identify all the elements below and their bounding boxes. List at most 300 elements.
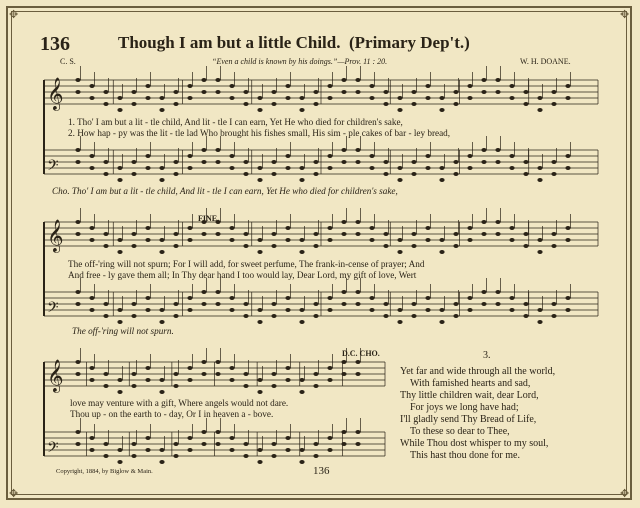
note-head bbox=[313, 442, 318, 446]
note-head bbox=[495, 160, 500, 164]
note-head bbox=[313, 302, 318, 306]
note-head bbox=[327, 308, 332, 312]
stanza3-line: While Thou dost whisper to my soul, bbox=[400, 438, 549, 449]
lyric-s2-chorus: The off-'ring will not spurn. bbox=[72, 326, 174, 336]
note-head bbox=[313, 102, 318, 106]
note-head bbox=[271, 454, 276, 458]
note-head bbox=[481, 148, 486, 152]
note-head bbox=[439, 250, 444, 254]
note-head bbox=[187, 238, 192, 242]
note-head bbox=[75, 372, 80, 376]
note-head bbox=[215, 90, 220, 94]
note-head bbox=[453, 302, 458, 306]
note-head bbox=[383, 160, 388, 164]
note-head bbox=[369, 226, 374, 230]
note-head bbox=[313, 454, 318, 458]
note-head bbox=[103, 172, 108, 176]
note-head bbox=[257, 178, 262, 182]
note-head bbox=[187, 296, 192, 300]
note-head bbox=[187, 366, 192, 370]
note-head bbox=[425, 226, 430, 230]
note-head bbox=[229, 84, 234, 88]
note-head bbox=[523, 160, 528, 164]
note-head bbox=[103, 384, 108, 388]
note-head bbox=[369, 308, 374, 312]
note-head bbox=[509, 296, 514, 300]
note-head bbox=[411, 160, 416, 164]
note-head bbox=[299, 308, 304, 312]
note-head bbox=[75, 290, 80, 294]
note-head bbox=[243, 160, 248, 164]
note-head bbox=[453, 232, 458, 236]
note-head bbox=[89, 308, 94, 312]
note-head bbox=[159, 390, 164, 394]
note-head bbox=[439, 178, 444, 182]
note-head bbox=[215, 372, 220, 376]
note-head bbox=[257, 390, 262, 394]
note-head bbox=[327, 238, 332, 242]
note-head bbox=[131, 442, 136, 446]
copyright-notice: Copyright, 1884, by Biglow & Main. bbox=[56, 468, 153, 475]
note-head bbox=[75, 160, 80, 164]
note-head bbox=[173, 442, 178, 446]
note-head bbox=[537, 96, 542, 100]
note-head bbox=[565, 226, 570, 230]
note-head bbox=[411, 232, 416, 236]
note-head bbox=[215, 148, 220, 152]
note-head bbox=[75, 148, 80, 152]
note-head bbox=[411, 172, 416, 176]
note-head bbox=[341, 148, 346, 152]
note-head bbox=[229, 436, 234, 440]
note-head bbox=[145, 238, 150, 242]
note-head bbox=[509, 166, 514, 170]
note-head bbox=[537, 178, 542, 182]
note-head bbox=[299, 96, 304, 100]
note-head bbox=[103, 314, 108, 318]
note-head bbox=[341, 360, 346, 364]
note-head bbox=[243, 172, 248, 176]
note-head bbox=[145, 166, 150, 170]
lyric-s2-verse1: The off-'ring will not spurn; For I will add, for sweet perfume, The frank-in-cense of prayer; And bbox=[68, 259, 425, 269]
note-head bbox=[103, 372, 108, 376]
note-head bbox=[145, 366, 150, 370]
note-head bbox=[187, 308, 192, 312]
note-head bbox=[425, 84, 430, 88]
note-head bbox=[285, 84, 290, 88]
note-head bbox=[495, 78, 500, 82]
note-head bbox=[243, 314, 248, 318]
note-head bbox=[271, 90, 276, 94]
note-head bbox=[89, 436, 94, 440]
note-head bbox=[75, 78, 80, 82]
note-head bbox=[103, 454, 108, 458]
note-head bbox=[173, 384, 178, 388]
note-head bbox=[411, 244, 416, 248]
note-head bbox=[453, 90, 458, 94]
note-head bbox=[75, 90, 80, 94]
note-head bbox=[467, 296, 472, 300]
note-head bbox=[243, 454, 248, 458]
note-head bbox=[355, 302, 360, 306]
note-head bbox=[495, 232, 500, 236]
note-head bbox=[215, 232, 220, 236]
note-head bbox=[299, 448, 304, 452]
note-head bbox=[397, 166, 402, 170]
note-head bbox=[369, 84, 374, 88]
note-head bbox=[131, 90, 136, 94]
note-head bbox=[215, 290, 220, 294]
note-head bbox=[201, 160, 206, 164]
note-head bbox=[397, 250, 402, 254]
note-head bbox=[341, 160, 346, 164]
composer-credit: W. H. DOANE. bbox=[520, 57, 571, 66]
note-head bbox=[313, 372, 318, 376]
note-head bbox=[117, 178, 122, 182]
note-head bbox=[285, 166, 290, 170]
note-head bbox=[397, 96, 402, 100]
stanza3-line: Thy little children wait, dear Lord, bbox=[400, 390, 539, 401]
note-head bbox=[285, 96, 290, 100]
note-head bbox=[257, 166, 262, 170]
note-head bbox=[327, 154, 332, 158]
note-head bbox=[187, 166, 192, 170]
note-head bbox=[453, 244, 458, 248]
note-head bbox=[341, 90, 346, 94]
note-head bbox=[299, 320, 304, 324]
note-head bbox=[187, 448, 192, 452]
note-head bbox=[187, 436, 192, 440]
note-head bbox=[271, 302, 276, 306]
note-head bbox=[495, 302, 500, 306]
note-head bbox=[383, 232, 388, 236]
note-head bbox=[551, 232, 556, 236]
note-head bbox=[103, 442, 108, 446]
note-head bbox=[117, 238, 122, 242]
hymn-title-text: Though I am but a little Child. bbox=[118, 33, 341, 52]
note-head bbox=[243, 372, 248, 376]
note-head bbox=[481, 232, 486, 236]
note-head bbox=[299, 460, 304, 464]
lyric-s1-verse2: 2. How hap - py was the lit - tle lad Who brought his fishes small, His sim - ple cakes of bar - ley bread, bbox=[68, 128, 451, 138]
note-head bbox=[523, 244, 528, 248]
note-head bbox=[313, 314, 318, 318]
note-head bbox=[89, 296, 94, 300]
note-head bbox=[229, 296, 234, 300]
note-head bbox=[439, 320, 444, 324]
clef-symbols bbox=[47, 77, 64, 460]
note-head bbox=[341, 220, 346, 224]
note-head bbox=[159, 320, 164, 324]
note-head bbox=[89, 378, 94, 382]
note-head bbox=[509, 154, 514, 158]
note-head bbox=[257, 448, 262, 452]
note-head bbox=[397, 108, 402, 112]
note-head bbox=[355, 220, 360, 224]
note-head bbox=[159, 96, 164, 100]
lyric-s1-verse1: 1. Tho' I am but a lit - tle child, And lit - tle I can earn, Yet He who died for children's sake, bbox=[68, 117, 403, 127]
note-head bbox=[509, 226, 514, 230]
note-head bbox=[243, 442, 248, 446]
note-head bbox=[201, 90, 206, 94]
note-head bbox=[551, 172, 556, 176]
note-head bbox=[299, 166, 304, 170]
note-head bbox=[285, 378, 290, 382]
note-head bbox=[495, 148, 500, 152]
note-head bbox=[103, 90, 108, 94]
note-head bbox=[299, 250, 304, 254]
treble-clef-icon: 𝄞 bbox=[47, 219, 64, 252]
note-head bbox=[187, 154, 192, 158]
note-head bbox=[425, 166, 430, 170]
note-head bbox=[131, 172, 136, 176]
note-head bbox=[229, 166, 234, 170]
note-head bbox=[89, 96, 94, 100]
note-head bbox=[145, 378, 150, 382]
note-head bbox=[509, 308, 514, 312]
note-head bbox=[341, 290, 346, 294]
note-head bbox=[201, 148, 206, 152]
note-head bbox=[243, 102, 248, 106]
note-head bbox=[355, 290, 360, 294]
note-head bbox=[397, 320, 402, 324]
note-head bbox=[355, 90, 360, 94]
note-head bbox=[299, 108, 304, 112]
note-head bbox=[215, 160, 220, 164]
note-head bbox=[89, 366, 94, 370]
note-head bbox=[565, 96, 570, 100]
note-head bbox=[481, 160, 486, 164]
note-head bbox=[145, 96, 150, 100]
note-head bbox=[467, 84, 472, 88]
note-head bbox=[453, 160, 458, 164]
note-head bbox=[313, 244, 318, 248]
note-head bbox=[257, 238, 262, 242]
note-head bbox=[523, 302, 528, 306]
note-head bbox=[215, 78, 220, 82]
note-head bbox=[215, 302, 220, 306]
note-head bbox=[383, 90, 388, 94]
note-head bbox=[201, 302, 206, 306]
note-head bbox=[257, 460, 262, 464]
note-head bbox=[369, 166, 374, 170]
note-head bbox=[243, 244, 248, 248]
stanza3-line: I'll gladly send Thy Bread of Life, bbox=[400, 414, 537, 425]
note-head bbox=[229, 238, 234, 242]
note-head bbox=[341, 232, 346, 236]
lyric-s2-verse2: And free - ly gave them all; In Thy dear hand I too would lay, Dear Lord, my gift of love, Wert bbox=[68, 270, 417, 280]
note-head bbox=[145, 154, 150, 158]
note-head bbox=[369, 296, 374, 300]
note-head bbox=[383, 314, 388, 318]
note-head bbox=[173, 454, 178, 458]
note-head bbox=[271, 160, 276, 164]
note-head bbox=[131, 454, 136, 458]
note-head bbox=[131, 244, 136, 248]
note-head bbox=[89, 84, 94, 88]
note-head bbox=[117, 390, 122, 394]
bass-clef-icon: 𝄢 bbox=[47, 299, 59, 320]
note-head bbox=[523, 102, 528, 106]
note-head bbox=[75, 232, 80, 236]
stanza3-line: Yet far and wide through all the world, bbox=[400, 366, 556, 377]
note-head bbox=[285, 226, 290, 230]
note-head bbox=[369, 96, 374, 100]
note-head bbox=[327, 296, 332, 300]
note-head bbox=[117, 378, 122, 382]
note-head bbox=[257, 308, 262, 312]
note-head bbox=[285, 308, 290, 312]
note-head bbox=[481, 90, 486, 94]
note-head bbox=[397, 178, 402, 182]
note-head bbox=[173, 172, 178, 176]
note-head bbox=[551, 90, 556, 94]
note-head bbox=[523, 172, 528, 176]
note-head bbox=[467, 154, 472, 158]
note-head bbox=[201, 232, 206, 236]
note-head bbox=[425, 308, 430, 312]
note-head bbox=[439, 238, 444, 242]
note-head bbox=[131, 372, 136, 376]
note-head bbox=[201, 430, 206, 434]
note-head bbox=[551, 102, 556, 106]
note-head bbox=[411, 90, 416, 94]
note-head bbox=[355, 160, 360, 164]
corner-ornament-icon: ✥ bbox=[620, 487, 630, 500]
note-head bbox=[145, 296, 150, 300]
note-head bbox=[215, 360, 220, 364]
note-head bbox=[341, 302, 346, 306]
note-head bbox=[159, 108, 164, 112]
note-head bbox=[327, 448, 332, 452]
note-head bbox=[439, 308, 444, 312]
note-head bbox=[495, 290, 500, 294]
note-head bbox=[229, 366, 234, 370]
note-head bbox=[159, 178, 164, 182]
fine-marking: FINE. bbox=[198, 214, 220, 223]
note-head bbox=[131, 232, 136, 236]
note-head bbox=[145, 226, 150, 230]
note-head bbox=[467, 226, 472, 230]
note-head bbox=[285, 154, 290, 158]
note-head bbox=[145, 84, 150, 88]
note-head bbox=[103, 244, 108, 248]
note-head bbox=[523, 90, 528, 94]
lyric-s3-verse1: love may venture with a gift, Where angels would not dare. bbox=[70, 398, 289, 408]
note-head bbox=[271, 372, 276, 376]
stanza3-line: With famished hearts and sad, bbox=[410, 378, 531, 389]
note-head bbox=[89, 166, 94, 170]
bass-clef-icon: 𝄢 bbox=[47, 157, 59, 178]
note-head bbox=[383, 172, 388, 176]
note-head bbox=[425, 296, 430, 300]
note-head bbox=[145, 308, 150, 312]
note-head bbox=[131, 314, 136, 318]
hymn-number: 136 bbox=[40, 33, 70, 55]
note-head bbox=[257, 378, 262, 382]
note-head bbox=[229, 308, 234, 312]
note-head bbox=[355, 78, 360, 82]
note-head bbox=[481, 220, 486, 224]
note-head bbox=[453, 172, 458, 176]
note-head bbox=[551, 244, 556, 248]
note-head bbox=[243, 232, 248, 236]
note-head bbox=[75, 430, 80, 434]
note-head bbox=[89, 226, 94, 230]
note-head bbox=[467, 308, 472, 312]
note-head bbox=[369, 238, 374, 242]
note-head bbox=[341, 78, 346, 82]
note-head bbox=[89, 238, 94, 242]
note-head bbox=[397, 308, 402, 312]
note-head bbox=[425, 154, 430, 158]
note-head bbox=[467, 166, 472, 170]
bass-clef-icon: 𝄢 bbox=[47, 439, 59, 460]
note-head bbox=[229, 448, 234, 452]
note-head bbox=[201, 290, 206, 294]
note-head bbox=[173, 302, 178, 306]
note-head bbox=[201, 442, 206, 446]
note-head bbox=[439, 108, 444, 112]
note-head bbox=[551, 314, 556, 318]
note-head bbox=[159, 460, 164, 464]
note-head bbox=[103, 102, 108, 106]
note-head bbox=[551, 160, 556, 164]
dc-chorus-marking: D.C. CHO. bbox=[342, 349, 380, 358]
note-head bbox=[369, 154, 374, 158]
note-head bbox=[243, 90, 248, 94]
note-head bbox=[383, 302, 388, 306]
note-head bbox=[411, 302, 416, 306]
note-head bbox=[117, 460, 122, 464]
note-head bbox=[481, 302, 486, 306]
note-head bbox=[299, 178, 304, 182]
note-head bbox=[523, 314, 528, 318]
note-head bbox=[257, 96, 262, 100]
note-head bbox=[411, 314, 416, 318]
note-head bbox=[271, 102, 276, 106]
stanza3-line: For joys we long have had; bbox=[410, 402, 519, 413]
note-head bbox=[341, 372, 346, 376]
note-head bbox=[187, 378, 192, 382]
note-head bbox=[313, 160, 318, 164]
note-head bbox=[453, 314, 458, 318]
note-head bbox=[159, 448, 164, 452]
note-head bbox=[271, 244, 276, 248]
page-number: 136 bbox=[313, 465, 330, 477]
note-head bbox=[565, 84, 570, 88]
note-head bbox=[537, 250, 542, 254]
note-head bbox=[285, 436, 290, 440]
note-head bbox=[159, 308, 164, 312]
note-head bbox=[117, 448, 122, 452]
note-head bbox=[187, 84, 192, 88]
note-head bbox=[229, 154, 234, 158]
note-head bbox=[215, 430, 220, 434]
note-head bbox=[509, 84, 514, 88]
note-head bbox=[89, 154, 94, 158]
corner-ornament-icon: ✥ bbox=[9, 8, 19, 21]
treble-clef-icon: 𝄞 bbox=[47, 359, 64, 392]
note-head bbox=[537, 108, 542, 112]
note-head bbox=[551, 302, 556, 306]
note-head bbox=[257, 108, 262, 112]
note-head bbox=[131, 102, 136, 106]
note-head bbox=[159, 378, 164, 382]
note-head bbox=[201, 360, 206, 364]
note-head bbox=[271, 232, 276, 236]
note-head bbox=[145, 436, 150, 440]
